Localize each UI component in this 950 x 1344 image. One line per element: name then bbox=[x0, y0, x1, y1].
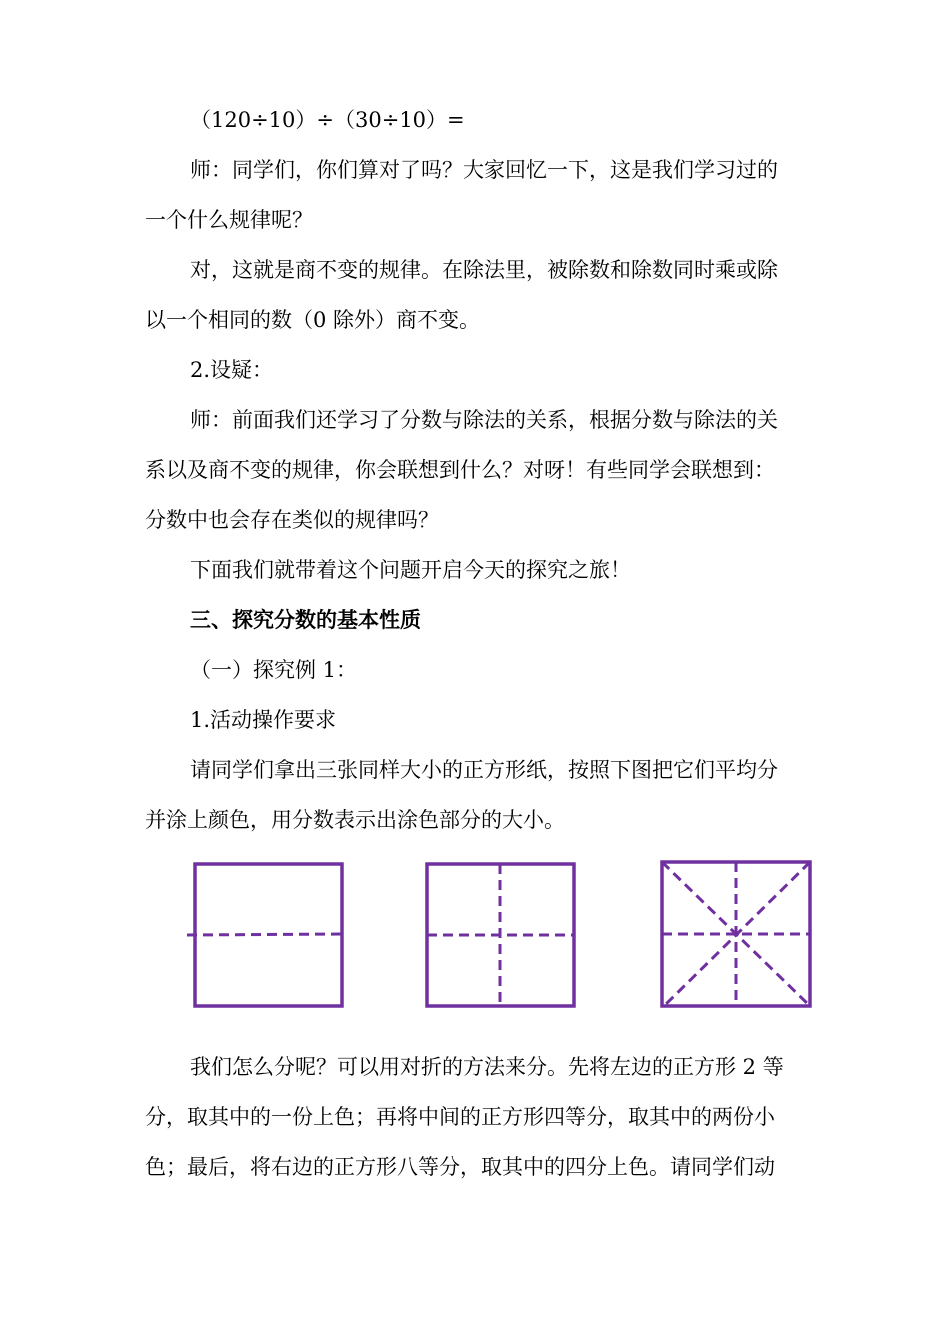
transition-line: 下面我们就带着这个问题开启今天的探究之旅！ bbox=[190, 558, 631, 582]
section-heading: 三、探究分数的基本性质 bbox=[190, 607, 421, 632]
teacher-prompt-line-2: 系以及商不变的规律，你会联想到什么？对呀！有些同学会联想到： bbox=[145, 458, 775, 482]
square-halves-figure bbox=[185, 855, 350, 1015]
rule-line-1: 对，这就是商不变的规律。在除法里，被除数和除数同时乘或除 bbox=[190, 258, 778, 282]
activity-instruction-line-2: 并涂上颜色，用分数表示出涂色部分的大小。 bbox=[145, 808, 565, 832]
subsection-heading: （一）探究例 1： bbox=[190, 658, 358, 682]
folding-figures bbox=[0, 855, 950, 1015]
teacher-question-line-1: 师：同学们，你们算对了吗？大家回忆一下，这是我们学习过的 bbox=[190, 158, 778, 182]
activity-heading: 1.活动操作要求 bbox=[190, 708, 337, 732]
method-line-1: 我们怎么分呢？可以用对折的方法来分。先将左边的正方形 2 等 bbox=[190, 1055, 784, 1079]
rule-line-2: 以一个相同的数（0 除外）商不变。 bbox=[145, 308, 481, 332]
section-setup-heading: 2.设疑： bbox=[190, 358, 274, 382]
teacher-prompt-line-1: 师：前面我们还学习了分数与除法的关系，根据分数与除法的关 bbox=[190, 408, 778, 432]
method-line-3: 色；最后，将右边的正方形八等分，取其中的四分上色。请同学们动 bbox=[145, 1155, 775, 1179]
teacher-question-line-2: 一个什么规律呢？ bbox=[145, 208, 313, 232]
equation-line: （120÷10）÷（30÷10）= bbox=[190, 108, 465, 132]
square-quarters-figure bbox=[420, 855, 585, 1015]
horizontal-fold-line bbox=[187, 934, 342, 935]
teacher-prompt-line-3: 分数中也会存在类似的规律吗？ bbox=[145, 508, 439, 532]
square-eighths-figure bbox=[655, 855, 820, 1015]
method-line-2: 分，取其中的一份上色；再将中间的正方形四等分，取其中的两份小 bbox=[145, 1105, 775, 1129]
activity-instruction-line-1: 请同学们拿出三张同样大小的正方形纸，按照下图把它们平均分 bbox=[190, 758, 778, 782]
